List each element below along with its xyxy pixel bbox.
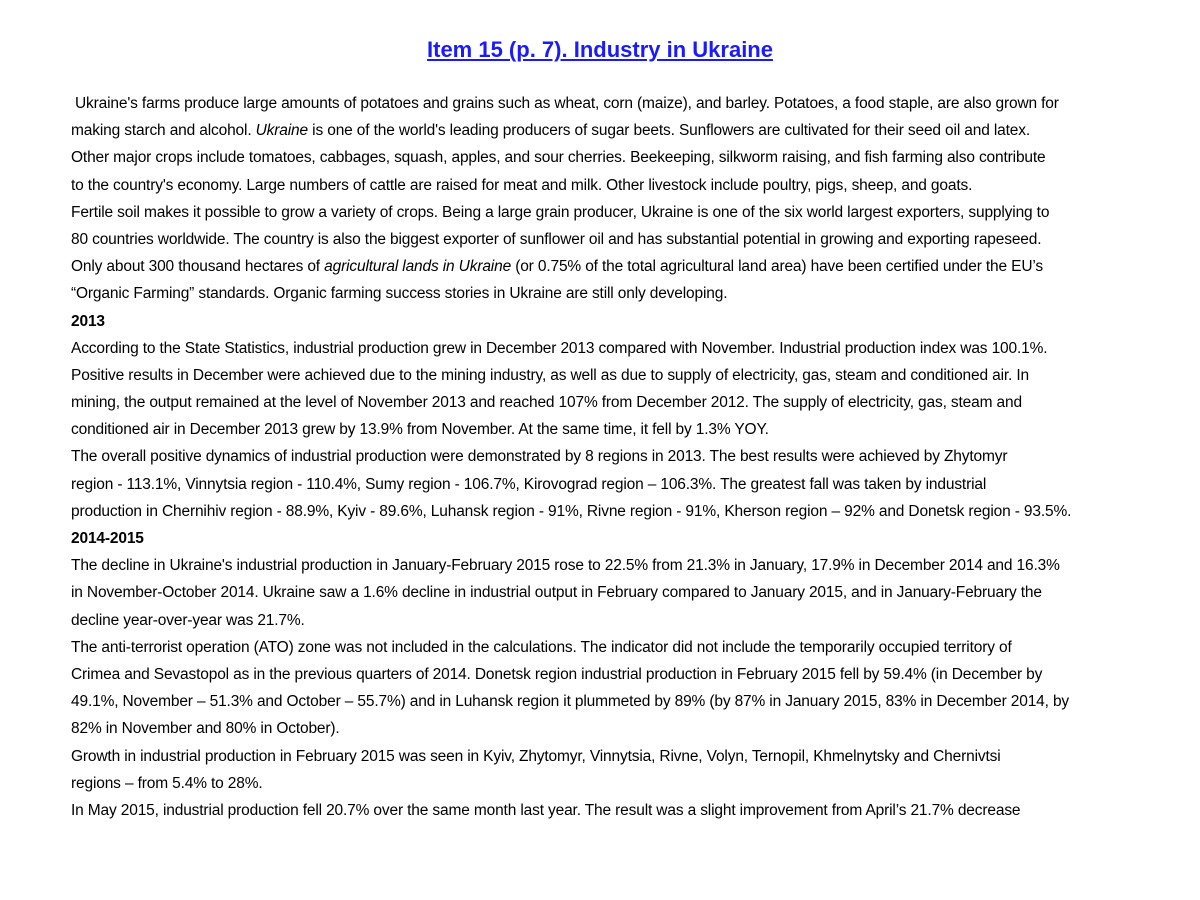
text-line bbox=[71, 389, 1165, 416]
text-run: production in Chernihiv region - 88.9%, Kyiv - 89.6%, Luhansk region - 91%, Rivne region - 91%, Kherson region – 92% and Donetsk region - 93.5%. bbox=[71, 502, 1072, 520]
text-line bbox=[71, 661, 1165, 688]
text-run: Only about 300 thousand hectares of bbox=[71, 258, 325, 276]
heading-text: 2013 bbox=[71, 312, 105, 330]
text-run: in November-October 2014. Ukraine saw a 1.6% decline in industrial output in February compared to January 2015, and in January-February the bbox=[71, 584, 1042, 602]
text-line bbox=[71, 498, 1165, 525]
text-line bbox=[71, 90, 1165, 117]
text-line bbox=[71, 743, 1165, 770]
text-line bbox=[71, 797, 1165, 824]
text-line bbox=[71, 117, 1165, 144]
text-run: Fertile soil makes it possible to grow a variety of crops. Being a large grain producer, Ukraine is one of the six world largest exporters, supplying to bbox=[71, 203, 1050, 221]
text-run: regions – from 5.4% to 28%. bbox=[71, 774, 263, 792]
italic-text-run: Ukraine bbox=[255, 122, 309, 140]
body-text bbox=[71, 90, 1165, 824]
text-run: Ukraine's farms produce large amounts of potatoes and grains such as wheat, corn (maize), and barley. Potatoes, a food staple, are also grown for bbox=[75, 95, 1059, 112]
text-run: According to the State Statistics, industrial production grew in December 2013 compared with November. Industrial production index was 100.1%. bbox=[71, 339, 1048, 357]
text-run: decline year-over-year was 21.7%. bbox=[71, 611, 305, 629]
heading-text: 2014-2015 bbox=[71, 530, 144, 547]
text-run: The anti-terrorist operation (ATO) zone was not included in the calculations. The indicator did not include the temporarily occupied territory of bbox=[71, 638, 1012, 656]
text-run: making starch and alcohol. bbox=[71, 122, 256, 140]
text-run: region - 113.1%, Vinnytsia region - 110.4%, Sumy region - 106.7%, Kirovograd region – 106.3%. The greatest fall was taken by industrial bbox=[71, 475, 987, 493]
text-run: 82% in November and 80% in October). bbox=[71, 720, 340, 738]
text-run: The overall positive dynamics of industrial production were demonstrated by 8 regions in 2013. The best results were achieved by Zhytomyr bbox=[71, 448, 1008, 466]
text-run: The decline in Ukraine's industrial production in January-February 2015 rose to 22.5% from 21.3% in January, 17.9% in December 2014 and 16.3% bbox=[71, 557, 1060, 575]
text-run: 80 countries worldwide. The country is also the biggest exporter of sunflower oil and has substantial potential in growing and exporting rapeseed. bbox=[71, 230, 1042, 248]
text-line bbox=[71, 335, 1165, 362]
text-run: Growth in industrial production in February 2015 was seen in Kyiv, Zhytomyr, Vinnytsia, Rivne, Volyn, Ternopil, Khmelnytsky and Chernivtsi bbox=[71, 747, 1001, 765]
text-run: is one of the world's leading producers of sugar beets. Sunflowers are cultivated for their seed oil and latex. bbox=[308, 122, 1030, 140]
section-heading-2013 bbox=[71, 308, 1165, 335]
text-line bbox=[71, 362, 1165, 389]
text-line bbox=[71, 172, 1165, 199]
text-line bbox=[71, 471, 1165, 498]
text-run: mining, the output remained at the level of November 2013 and reached 107% from December 2012. The supply of electricity, gas, steam and bbox=[71, 394, 1022, 412]
text-line bbox=[71, 199, 1165, 226]
text-line bbox=[71, 715, 1165, 742]
text-run: Crimea and Sevastopol as in the previous quarters of 2014. Donetsk region industrial production in February 2015 fell by 59.4% (in December by bbox=[71, 665, 1043, 683]
text-line bbox=[71, 416, 1165, 443]
text-line bbox=[71, 579, 1165, 606]
text-run: 49.1%, November – 51.3% and October – 55.7%) and in Luhansk region it plummeted by 89% (by 87% in January 2015, 83% in December 2014, by bbox=[71, 693, 1070, 711]
text-run: “Organic Farming” standards. Organic farming success stories in Ukraine are still only developing. bbox=[71, 285, 728, 303]
text-line bbox=[71, 144, 1165, 171]
text-line bbox=[71, 770, 1165, 797]
text-line bbox=[71, 226, 1165, 253]
text-line bbox=[71, 688, 1165, 715]
text-line bbox=[71, 443, 1165, 470]
italic-text-run: agricultural lands in Ukraine bbox=[324, 258, 512, 276]
text-run: In May 2015, industrial production fell 20.7% over the same month last year. The result was a slight improvement from April’s 21.7% decrease bbox=[71, 801, 1021, 819]
text-run: to the country's economy. Large numbers of cattle are raised for meat and milk. Other livestock include poultry, pigs, sheep, and goats. bbox=[71, 176, 973, 194]
text-run: conditioned air in December 2013 grew by 13.9% from November. At the same time, it fell by 1.3% YOY. bbox=[71, 421, 769, 439]
text-line bbox=[71, 253, 1165, 280]
text-line bbox=[71, 552, 1165, 579]
text-run: (or 0.75% of the total agricultural land area) have been certified under the EU’s bbox=[511, 258, 1044, 276]
text-run: Other major crops include tomatoes, cabbages, squash, apples, and sour cherries. Beekeeping, silkworm raising, and fish farming also contribute bbox=[71, 149, 1046, 167]
text-run: Positive results in December were achieved due to the mining industry, as well as due to supply of electricity, gas, steam and conditioned air. In bbox=[71, 366, 1029, 384]
section-heading-2014-2015 bbox=[71, 525, 1165, 552]
text-line bbox=[71, 634, 1165, 661]
text-line bbox=[71, 607, 1165, 634]
text-line bbox=[71, 280, 1165, 307]
page-title[interactable]: Item 15 (p. 7). Industry in Ukraine bbox=[427, 37, 773, 62]
